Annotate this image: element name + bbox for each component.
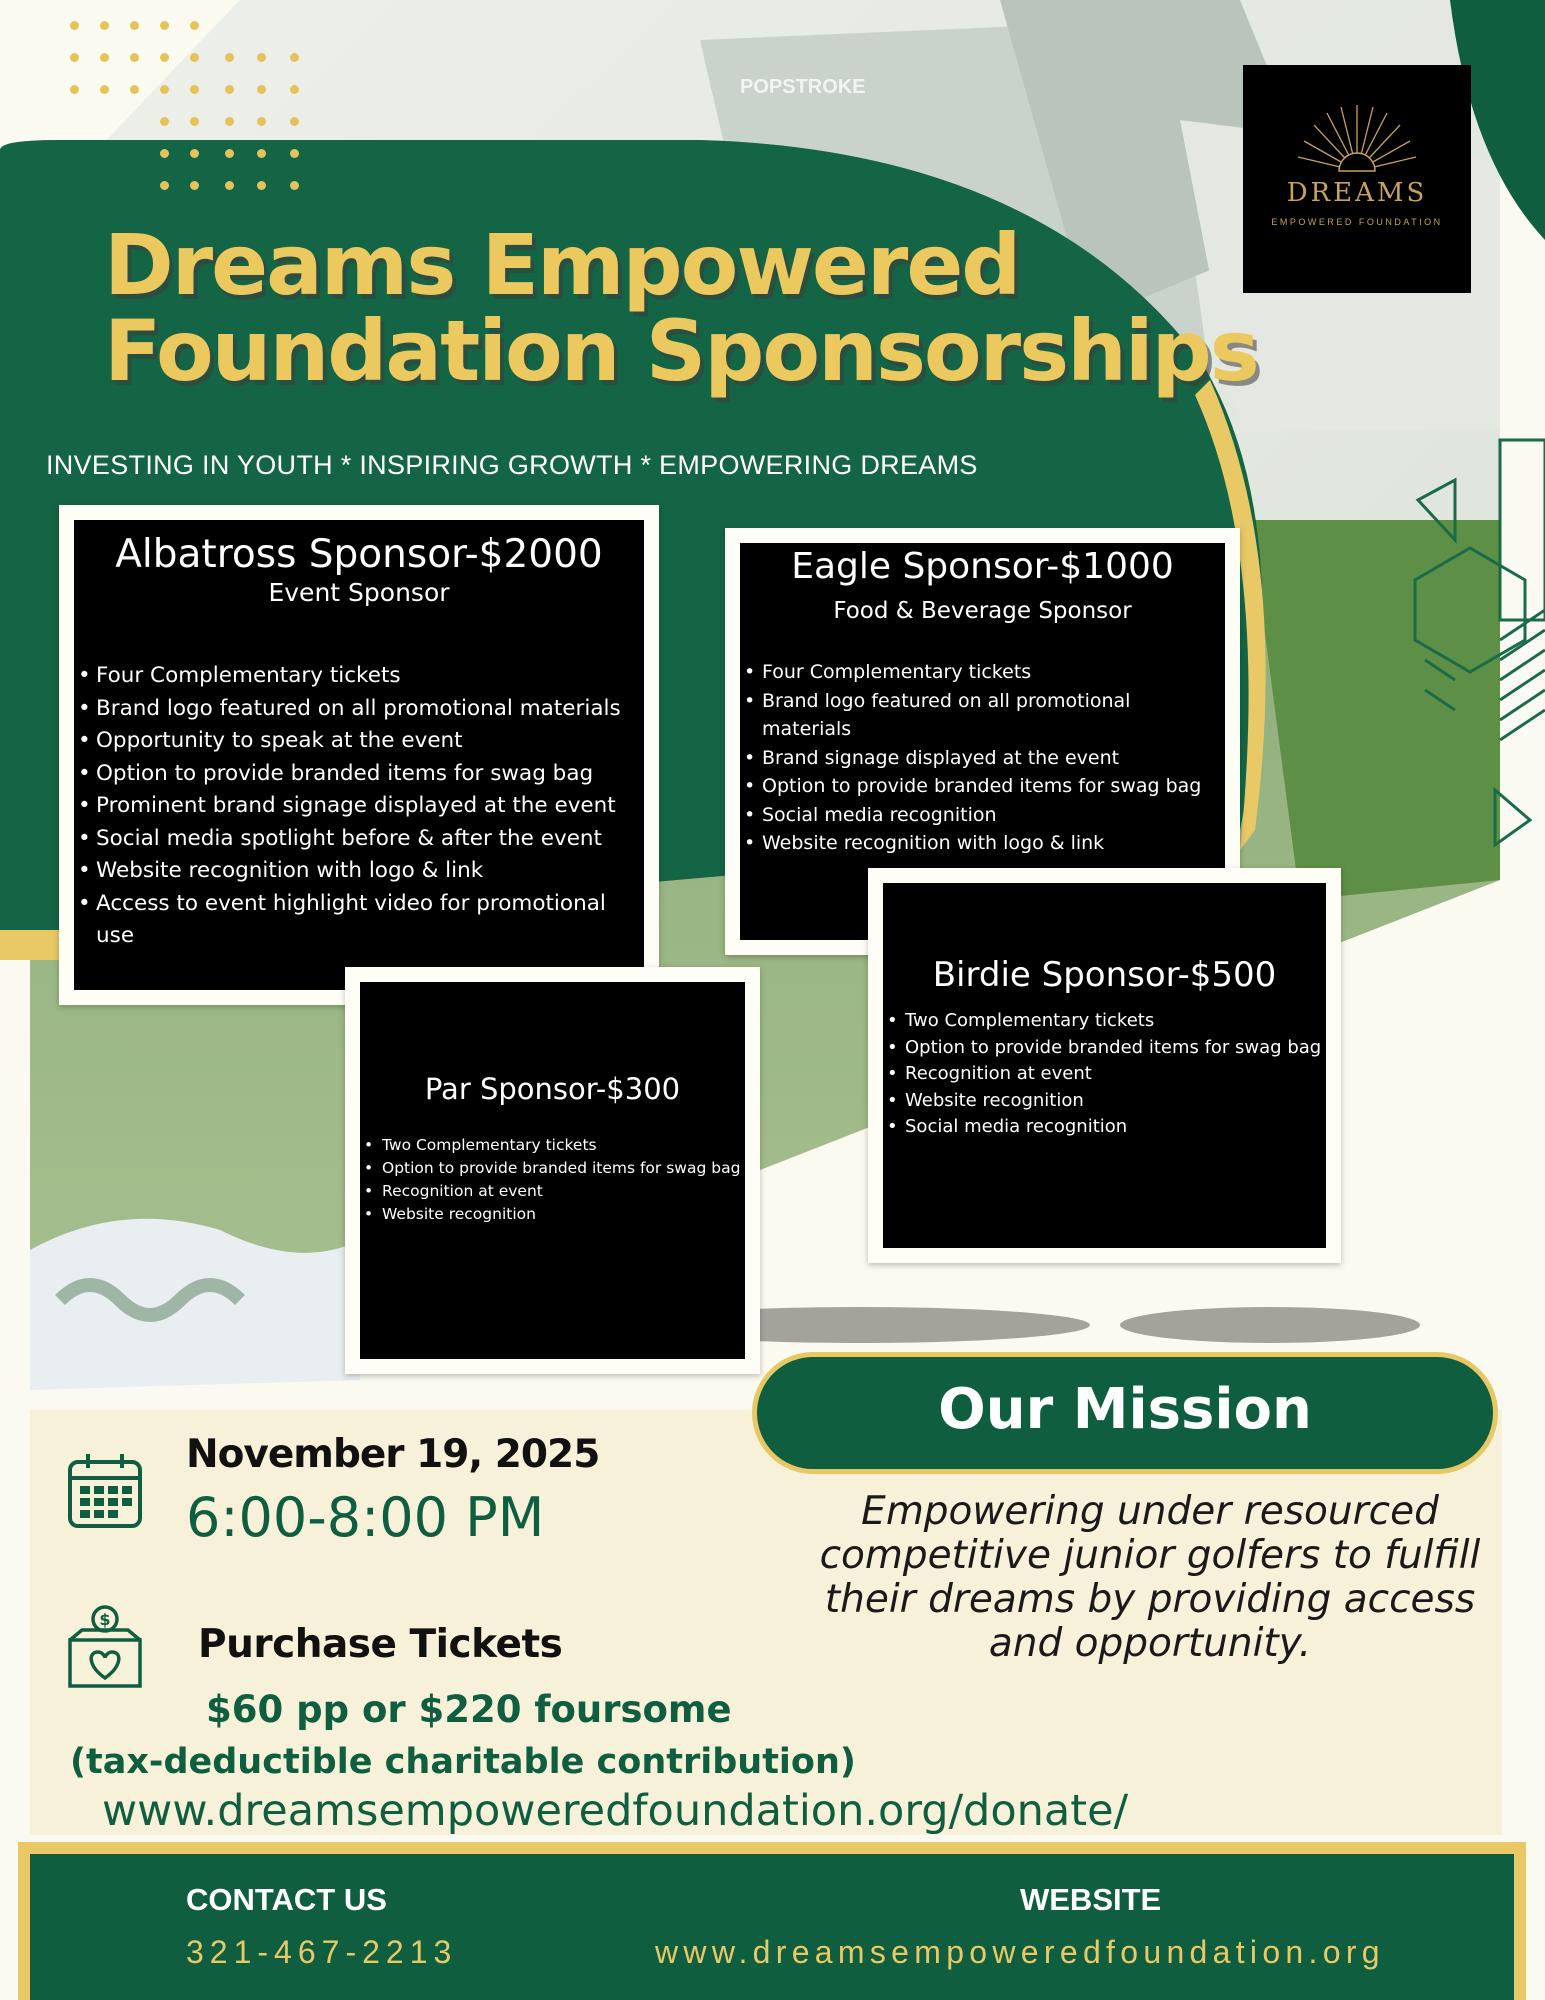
- benefit-item: • Option to provide branded items for swag bag: [883, 1035, 1326, 1062]
- benefit-item: • Brand logo featured on all promotional materials: [74, 693, 644, 726]
- benefits-list: [883, 1008, 1326, 1141]
- benefit-item: • Website recognition: [883, 1088, 1326, 1115]
- logo-wordmark: DREAMS: [1286, 178, 1428, 208]
- sponsor-subtitle: Food & Beverage Sponsor: [833, 598, 1132, 624]
- mission-statement: Empowering under resourced competitive junior golfers to fulfill their dreams by providing access and opportunity.: [819, 1489, 1481, 1666]
- event-date: November 19, 2025: [186, 1432, 600, 1477]
- benefit-item: • Social media recognition: [883, 1114, 1326, 1141]
- benefit-item: • Two Complementary tickets: [883, 1008, 1326, 1035]
- svg-text:$: $: [99, 1610, 111, 1629]
- benefits-list: [740, 658, 1220, 858]
- page-title: [104, 216, 1404, 400]
- logo-subtitle: EMPOWERED FOUNDATION: [1271, 217, 1443, 227]
- sponsor-title: Birdie Sponsor-$500: [932, 955, 1277, 995]
- sponsor-title: Eagle Sponsor-$1000: [791, 546, 1174, 587]
- title-line-2: Foundation Sponsorships: [104, 302, 1258, 400]
- background-sign: POPSTROKE: [740, 76, 866, 98]
- tagline: INVESTING IN YOUTH * INSPIRING GROWTH * EMPOWERING DREAMS: [46, 450, 978, 480]
- benefit-item: • Social media recognition: [740, 801, 1220, 830]
- website-link[interactable]: www.dreamsempoweredfoundation.org: [655, 1934, 1385, 1970]
- benefit-item: • Recognition at event: [360, 1180, 745, 1203]
- sponsor-title: Albatross Sponsor-$2000: [115, 532, 603, 577]
- mission-heading-pill: [752, 1352, 1498, 1474]
- benefit-item: • Two Complementary tickets: [360, 1134, 745, 1157]
- benefit-item: • Option to provide branded items for swag bag: [74, 758, 644, 791]
- sponsor-title: Par Sponsor-$300: [424, 1072, 681, 1106]
- benefit-item: • Social media spotlight before & after the event: [74, 823, 644, 856]
- benefits-list: [74, 660, 644, 953]
- benefit-item: • Access to event highlight video for promotional use: [74, 888, 644, 953]
- footer-panel: [30, 1854, 1514, 2000]
- mission-heading: Our Mission: [938, 1377, 1312, 1442]
- sponsor-card-albatross: [59, 505, 659, 1005]
- footer: [18, 1842, 1526, 2000]
- benefit-item: • Four Complementary tickets: [740, 658, 1220, 687]
- sponsor-card-par: [345, 967, 760, 1374]
- benefit-item: • Four Complementary tickets: [74, 660, 644, 693]
- benefit-item: • Website recognition with logo & link: [74, 855, 644, 888]
- benefit-item: • Website recognition: [360, 1203, 745, 1226]
- benefit-item: • Option to provide branded items for swag bag: [360, 1157, 745, 1180]
- ticket-price: $60 pp or $220 foursome: [206, 1688, 732, 1731]
- donate-link[interactable]: www.dreamsempoweredfoundation.org/donate/: [102, 1786, 1129, 1836]
- benefit-item: • Website recognition with logo & link: [740, 829, 1220, 858]
- contact-label: CONTACT US: [186, 1882, 387, 1917]
- event-time: 6:00-8:00 PM: [186, 1486, 545, 1549]
- sponsor-subtitle: Event Sponsor: [268, 578, 450, 607]
- donation-box-icon: [66, 1604, 144, 1690]
- benefit-item: • Brand signage displayed at the event: [740, 744, 1220, 773]
- title-line-1: Dreams Empowered: [104, 216, 1020, 314]
- benefit-item: • Option to provide branded items for swag bag: [740, 772, 1220, 801]
- benefit-item: • Opportunity to speak at the event: [74, 725, 644, 758]
- calendar-icon: [66, 1452, 144, 1530]
- benefit-item: • Recognition at event: [883, 1061, 1326, 1088]
- sunrise-icon: [1297, 101, 1417, 173]
- website-label: WEBSITE: [1020, 1882, 1162, 1917]
- sponsor-card-birdie: [868, 868, 1341, 1263]
- purchase-tickets-heading: Purchase Tickets: [198, 1622, 563, 1667]
- tax-note: (tax-deductible charitable contribution): [70, 1742, 856, 1782]
- contact-phone[interactable]: 321-467-2213: [186, 1934, 458, 1970]
- benefit-item: • Brand logo featured on all promotional materials: [740, 687, 1220, 744]
- benefits-list: [360, 1134, 745, 1226]
- benefit-item: • Prominent brand signage displayed at the event: [74, 790, 644, 823]
